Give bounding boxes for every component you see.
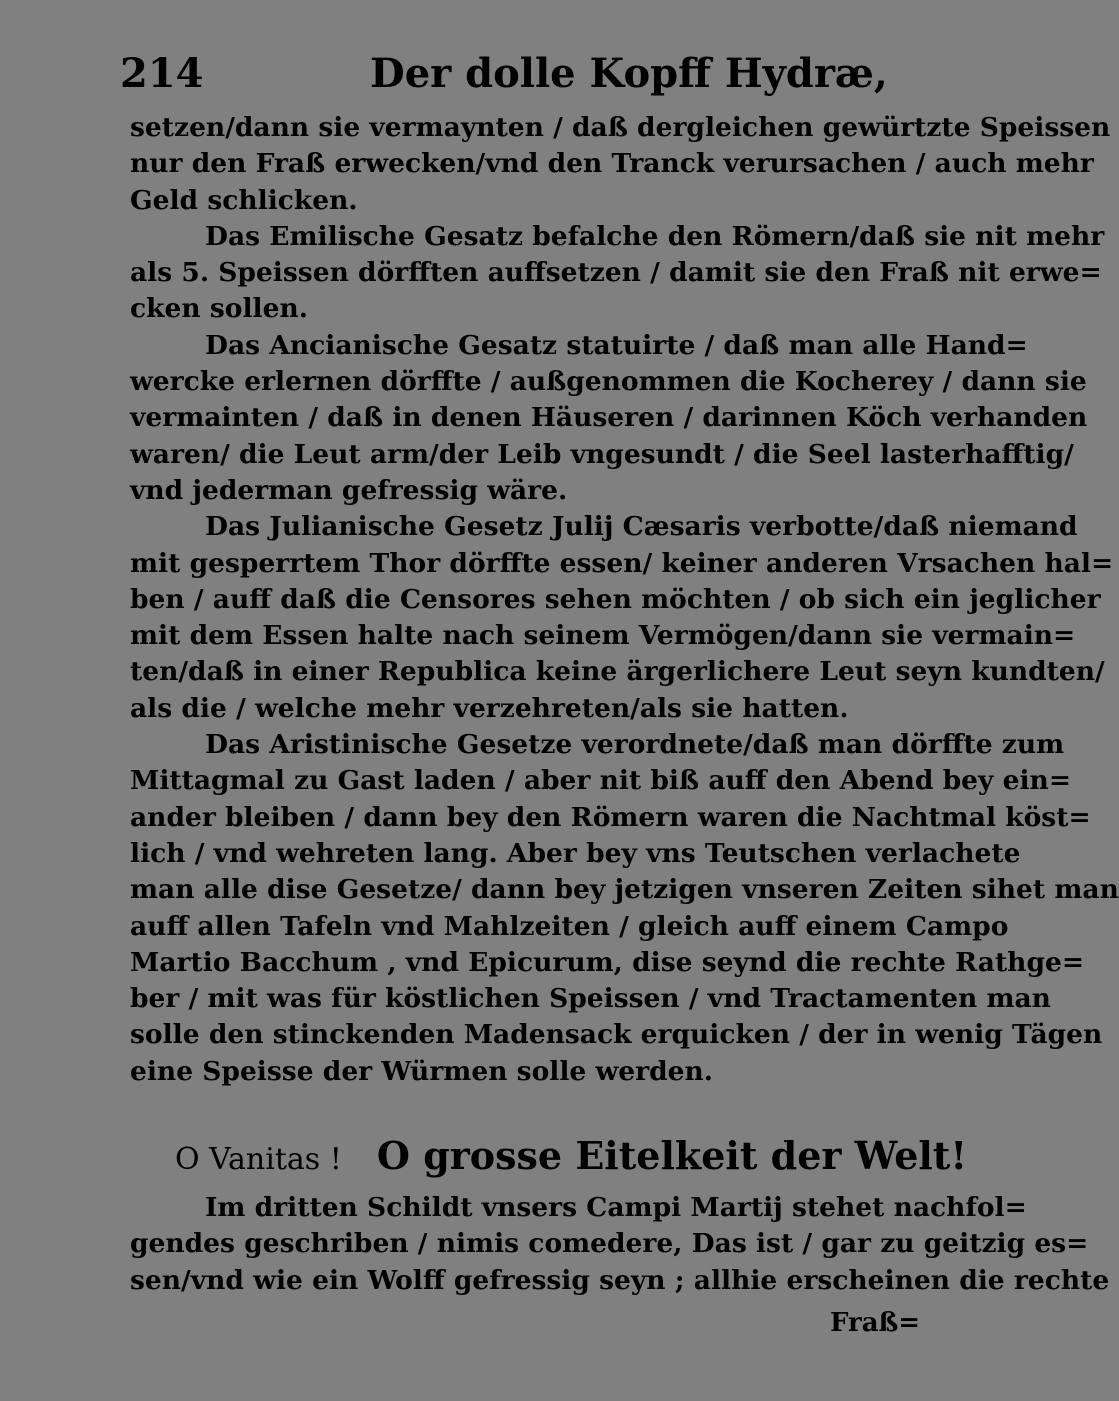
heading-german: O grosse Eitelkeit der Welt! xyxy=(376,1133,968,1178)
text-line: Im dritten Schildt vnsers Campi Martij stehet nachfol= xyxy=(205,1192,1027,1223)
text-line: cken sollen. xyxy=(130,293,308,325)
text-line: mit dem Essen halte nach seinem Vermögen/dann sie vermain= xyxy=(130,620,1076,652)
text-line: Geld schlicken. xyxy=(130,184,358,216)
text-line: wercke erlernen dörffte / außgenommen die Kocherey / dann sie xyxy=(130,366,1087,398)
main-text xyxy=(130,110,1119,1090)
running-header xyxy=(120,44,888,104)
text-line: Das Emilische Gesatz befalche den Römern/daß sie nit mehr xyxy=(205,220,1105,252)
text-line: Das Ancianische Gesatz statuirte / daß man alle Hand= xyxy=(205,329,1028,361)
text-line: ben / auff daß die Censores sehen möchten / ob sich ein jeglicher xyxy=(130,583,1101,615)
text-line: Mittagmal zu Gast laden / aber nit biß auff den Abend bey ein= xyxy=(130,765,1072,797)
text-line: nur den Fraß erwecken/vnd den Tranck verursachen / auch mehr xyxy=(130,148,1094,180)
section-heading xyxy=(175,1126,968,1186)
text-line: ten/daß in einer Republica keine ärgerlichere Leut seyn kundten/ xyxy=(130,656,1105,688)
text-line: vermainten / daß in denen Häuseren / darinnen Köch verhanden xyxy=(130,402,1088,434)
text-line: als 5. Speissen dörfften auffsetzen / damit sie den Fraß nit erwe= xyxy=(130,257,1102,289)
text-line: Martio Bacchum , vnd Epicurum, dise seynd die rechte Rathge= xyxy=(130,946,1085,978)
heading-latin: O Vanitas ! xyxy=(175,1142,342,1177)
page-number: 214 xyxy=(120,50,204,97)
text-line: gendes geschriben / nimis comedere, Das ist / gar zu geitzig es= xyxy=(130,1228,1089,1260)
text-line: ander bleiben / dann bey den Römern waren die Nachtmal köst= xyxy=(130,801,1091,833)
text-line: vnd jederman gefressig wäre. xyxy=(130,474,568,506)
catchword: Fraß= xyxy=(830,1308,921,1338)
text-line: solle den stinckenden Madensack erquicken / der in wenig Tägen xyxy=(130,1019,1103,1051)
text-line: Das Julianische Gesetz Julij Cæsaris verbotte/daß niemand xyxy=(205,511,1078,543)
text-line: Das Aristinische Gesetze verordnete/daß man dörffte zum xyxy=(205,729,1065,761)
text-line: mit gesperrtem Thor dörffte essen/ keiner anderen Vrsachen hal= xyxy=(130,547,1114,579)
text-line: sen/vnd wie ein Wolff gefressig seyn ; allhie erscheinen die rechte xyxy=(130,1264,1110,1296)
text-line: auff allen Tafeln vnd Mahlzeiten / gleich auff einem Campo xyxy=(130,910,1009,942)
text-line: setzen/dann sie vermaynten / daß dergleichen gewürtzte Speissen xyxy=(130,112,1111,143)
running-title: Der dolle Kopff Hydræ, xyxy=(370,50,888,97)
text-line: eine Speisse der Würmen solle werden. xyxy=(130,1055,714,1087)
closing-text xyxy=(130,1190,1110,1299)
text-line: lich / vnd wehreten lang. Aber bey vns Teutschen verlachete xyxy=(130,837,1021,869)
text-line: waren/ die Leut arm/der Leib vngesundt / die Seel lasterhafftig/ xyxy=(130,438,1074,470)
text-line: als die / welche mehr verzehreten/als sie hatten. xyxy=(130,692,849,724)
text-line: ber / mit was für köstlichen Speissen / vnd Tractamenten man xyxy=(130,983,1051,1015)
text-line: man alle dise Gesetze/ dann bey jetzigen vnseren Zeiten sihet man xyxy=(130,874,1119,906)
